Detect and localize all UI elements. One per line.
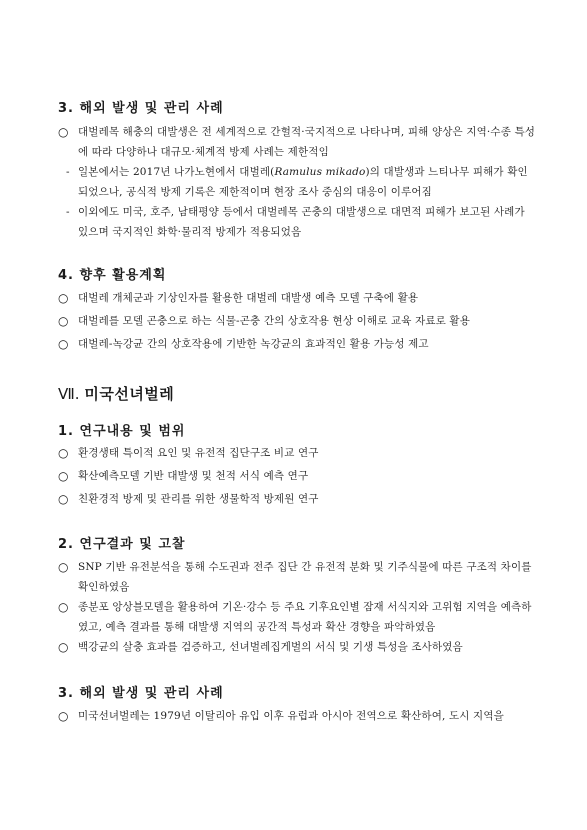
circle-bullet-icon: ○ — [58, 640, 69, 654]
bullet-text: SNP 기반 유전분석을 통해 수도권과 전주 집단 간 유전적 분화 및 기주식물에 따른 구조적 차이를 확인하였음 — [78, 561, 532, 593]
sub-bullet-text — [66, 162, 536, 202]
bullet-item — [58, 311, 536, 331]
bullet-text: 미국선녀벌레는 1979년 이탈리아 유입 이후 유럽과 아시아 전역으로 확산하여, 도시 지역을 — [78, 710, 504, 722]
dash-bullet-icon: - — [66, 166, 70, 178]
chapter-heading — [58, 383, 174, 404]
bullet-item — [58, 288, 536, 308]
bullet-text: 친환경적 방제 및 관리를 위한 생물학적 방제원 연구 — [78, 493, 319, 505]
chapter-number: Ⅶ. — [58, 385, 80, 403]
circle-bullet-icon: ○ — [58, 291, 69, 305]
bullet-item — [58, 334, 536, 354]
bullet-item — [58, 706, 536, 726]
bullet-text: 확산예측모델 기반 대발생 및 천적 서식 예측 연구 — [78, 470, 309, 482]
bullet-item — [58, 122, 536, 162]
circle-bullet-icon: ○ — [58, 492, 69, 506]
scientific-name: Ramulus mikado — [274, 166, 366, 178]
circle-bullet-icon: ○ — [58, 560, 69, 574]
sub-text-part: 일본에서는 2017년 나가노현에서 대벌레( — [78, 166, 275, 178]
bullet-text: 환경생태 특이적 요인 및 유전적 집단구조 비교 연구 — [78, 447, 319, 459]
bullet-item — [58, 557, 536, 597]
bullet-item — [58, 443, 536, 463]
chapter-title: 미국선녀벌레 — [84, 385, 175, 403]
bullet-item — [58, 597, 536, 637]
circle-bullet-icon: ○ — [58, 446, 69, 460]
section-heading-research-scope: 1. 연구내용 및 범위 — [58, 424, 186, 439]
bullet-item — [58, 637, 536, 657]
bullet-text: 백강균의 살충 효과를 검증하고, 선녀벌레집게벌의 서식 및 기생 특성을 조사하였음 — [78, 641, 463, 653]
bullet-text: 대벌레목 해충의 대발생은 전 세계적으로 간헐적·국지적으로 나타나며, 피해 양상은 지역·수종 특성에 따라 다양하나 대규모·체계적 방제 사례는 제한적임 — [78, 126, 536, 158]
sub-bullet-item — [66, 162, 536, 202]
bullet-item — [58, 466, 536, 486]
section-heading-future-plan: 4. 향후 활용계획 — [58, 268, 167, 283]
bullet-text: 대벌레 개체군과 기상인자를 활용한 대벌레 대발생 예측 모델 구축에 활용 — [78, 292, 419, 304]
bullet-text: 종분포 앙상블모델을 활용하여 기온·강수 등 주요 기후요인별 잠재 서식지와 고위험 지역을 예측하였고, 예측 결과를 통해 대발생 지역의 공간적 특성과 확산 경향을 파악하였음 — [78, 601, 532, 633]
sub-bullet-item — [66, 202, 536, 242]
circle-bullet-icon: ○ — [58, 709, 69, 723]
circle-bullet-icon: ○ — [58, 314, 69, 328]
dash-bullet-icon: - — [66, 206, 70, 218]
section-heading-overseas-cases: 3. 해외 발생 및 관리 사례 — [58, 101, 224, 116]
sub-bullet-text: 이외에도 미국, 호주, 남태평양 등에서 대벌레목 곤충의 대발생으로 대면적 피해가 보고된 사례가 있으며 국지적인 화학·물리적 방제가 적용되었음 — [78, 206, 525, 238]
circle-bullet-icon: ○ — [58, 337, 69, 351]
circle-bullet-icon: ○ — [58, 469, 69, 483]
circle-bullet-icon: ○ — [58, 125, 69, 139]
bullet-text: 대벌레-녹강균 간의 상호작용에 기반한 녹강균의 효과적인 활용 가능성 제고 — [78, 338, 429, 350]
sub-text-part: )의 대발생과 느티나무 피해가 확인되었으나, 공식적 방제 기록은 제한적이며 현장 조사 중심의 대응이 이루어짐 — [78, 166, 528, 198]
bullet-item — [58, 489, 536, 509]
circle-bullet-icon: ○ — [58, 600, 69, 614]
bullet-text: 대벌레를 모델 곤충으로 하는 식물-곤충 간의 상호작용 현상 이해로 교육 자료로 활용 — [78, 315, 471, 327]
section-heading-overseas-cases-2: 3. 해외 발생 및 관리 사례 — [58, 686, 224, 701]
section-heading-results: 2. 연구결과 및 고찰 — [58, 537, 186, 552]
